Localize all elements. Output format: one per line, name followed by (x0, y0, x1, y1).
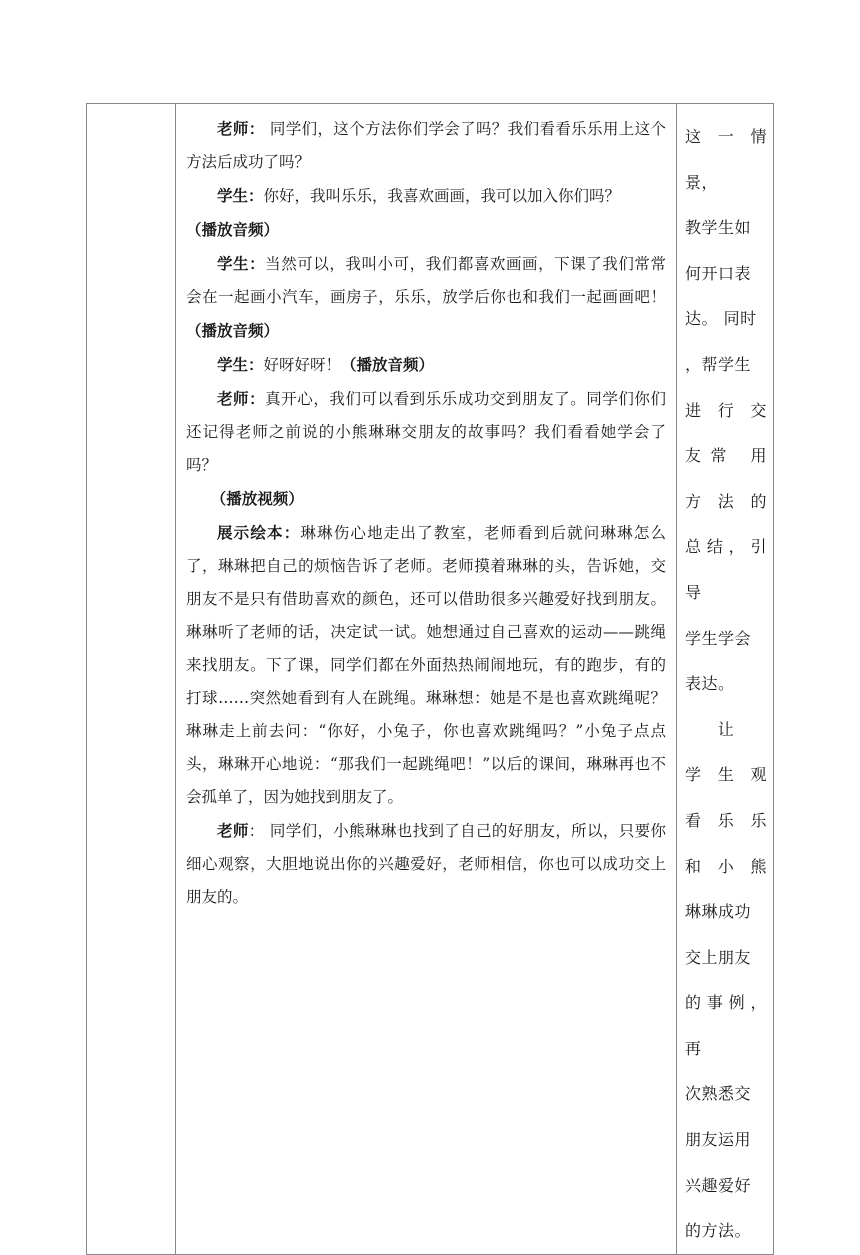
dialogue-body (176, 104, 676, 914)
speaker-label: 老师 (217, 821, 249, 840)
dialogue-text: 好呀好呀！ (263, 356, 342, 374)
stage-direction: （播放音频） (341, 355, 435, 374)
dialogue-paragraph (186, 213, 666, 247)
picture-book-text: 琳琳伤心地走出了教室，老师看到后就问琳琳怎么了，琳琳把自己的烦恼告诉了老师。老师摸着琳琳的头，告诉她，交朋友不是只有借助喜欢的颜色，还可以借助很多兴趣爱好找到朋友。琳琳听了老师的话，决定试一试。她想通过自己喜欢的运动——跳绳来找朋友。下了课，同学们都在外面热热闹闹地玩，有的跑步，有的打球……突然她看到有人在跳绳。琳琳想：她是不是也喜欢跳绳呢？琳琳走上前去问：“你好，小兔子，你也喜欢跳绳吗？”小兔子点点头，琳琳开心地说：“那我们一起跳绳吧！”以后的课间，琳琳再也不会孤单了，因为她找到朋友了。 (186, 524, 666, 806)
intent-line: 学 生 观 (685, 765, 767, 785)
intent-line: 朋友运用 (685, 1130, 752, 1150)
speaker-label: 展示绘本： (217, 523, 301, 542)
speaker-label: 学生： (217, 355, 264, 374)
intent-line: 总结，引导 (685, 537, 767, 602)
teaching-process-cell (176, 104, 677, 1255)
intent-line: 进 行 交 (685, 400, 767, 420)
intent-line: 交上朋友 (685, 947, 752, 967)
stage-direction: （播放音频） (186, 220, 280, 239)
dialogue-text: 当然可以，我叫小可，我们都喜欢画画，下课了我们常常会在一起画小汽车，画房子，乐乐，放学后你也和我们一起画画吧！ (186, 255, 666, 306)
speaker-label: 老师： (217, 119, 265, 138)
intent-line: 让 (717, 719, 735, 739)
intent-line: 这一情景， (685, 127, 767, 192)
stage-direction: （播放视频） (210, 489, 304, 508)
speaker-label: 学生： (217, 254, 266, 273)
intent-line: 的方法。 (685, 1221, 752, 1241)
design-intent-cell (677, 104, 774, 1255)
table-row (87, 104, 774, 1255)
intent-line: 看 乐 乐 (685, 810, 767, 830)
dialogue-paragraph (186, 482, 666, 516)
intent-line: 表达。 (685, 674, 735, 694)
intent-line: 次熟悉交 (685, 1084, 752, 1104)
dialogue-paragraph (186, 348, 666, 382)
intent-line: 何开口表 (685, 263, 752, 283)
dialogue-text: 真开心，我们可以看到乐乐成功交到朋友了。同学们你们还记得老师之前说的小熊琳琳交朋友的故事吗？我们看看她学会了吗？ (186, 390, 666, 474)
lesson-plan-table (86, 103, 774, 1255)
dialogue-paragraph (186, 247, 666, 348)
dialogue-text: 同学们，这个方法你们学会了吗？我们看看乐乐用上这个方法后成功了吗？ (186, 120, 666, 171)
intent-line: 学生学会 (685, 628, 752, 648)
dialogue-paragraph (186, 179, 666, 213)
section-cell (87, 104, 176, 1255)
dialogue-paragraph (186, 814, 666, 914)
picture-book-paragraph (186, 516, 666, 814)
intent-line: 的事例，再 (685, 993, 767, 1058)
intent-line: 和 小 熊 (685, 856, 767, 876)
intent-line: 达。 同时 (685, 309, 757, 329)
intent-line: ，帮学生 (685, 354, 752, 374)
speaker-label: 学生： (217, 186, 264, 205)
intent-line: 兴趣爱好 (685, 1175, 752, 1195)
stage-direction: （播放音频） (186, 321, 280, 340)
dialogue-text: 你好，我叫乐乐，我喜欢画画，我可以加入你们吗？ (263, 187, 621, 205)
dialogue-paragraph (186, 382, 666, 482)
intent-line: 友常 用 (685, 446, 767, 466)
dialogue-text: ： 同学们，小熊琳琳也找到了自己的好朋友，所以，只要你细心观察，大胆地说出你的兴趣爱好，老师相信，你也可以成功交上朋友的。 (186, 822, 666, 906)
intent-line: 琳琳成功 (685, 902, 752, 922)
design-intent-text (677, 104, 773, 1254)
intent-line: 方 法 的 (685, 491, 767, 511)
speaker-label: 老师： (217, 389, 266, 408)
intent-line: 教学生如 (685, 218, 752, 238)
dialogue-paragraph (186, 112, 666, 179)
